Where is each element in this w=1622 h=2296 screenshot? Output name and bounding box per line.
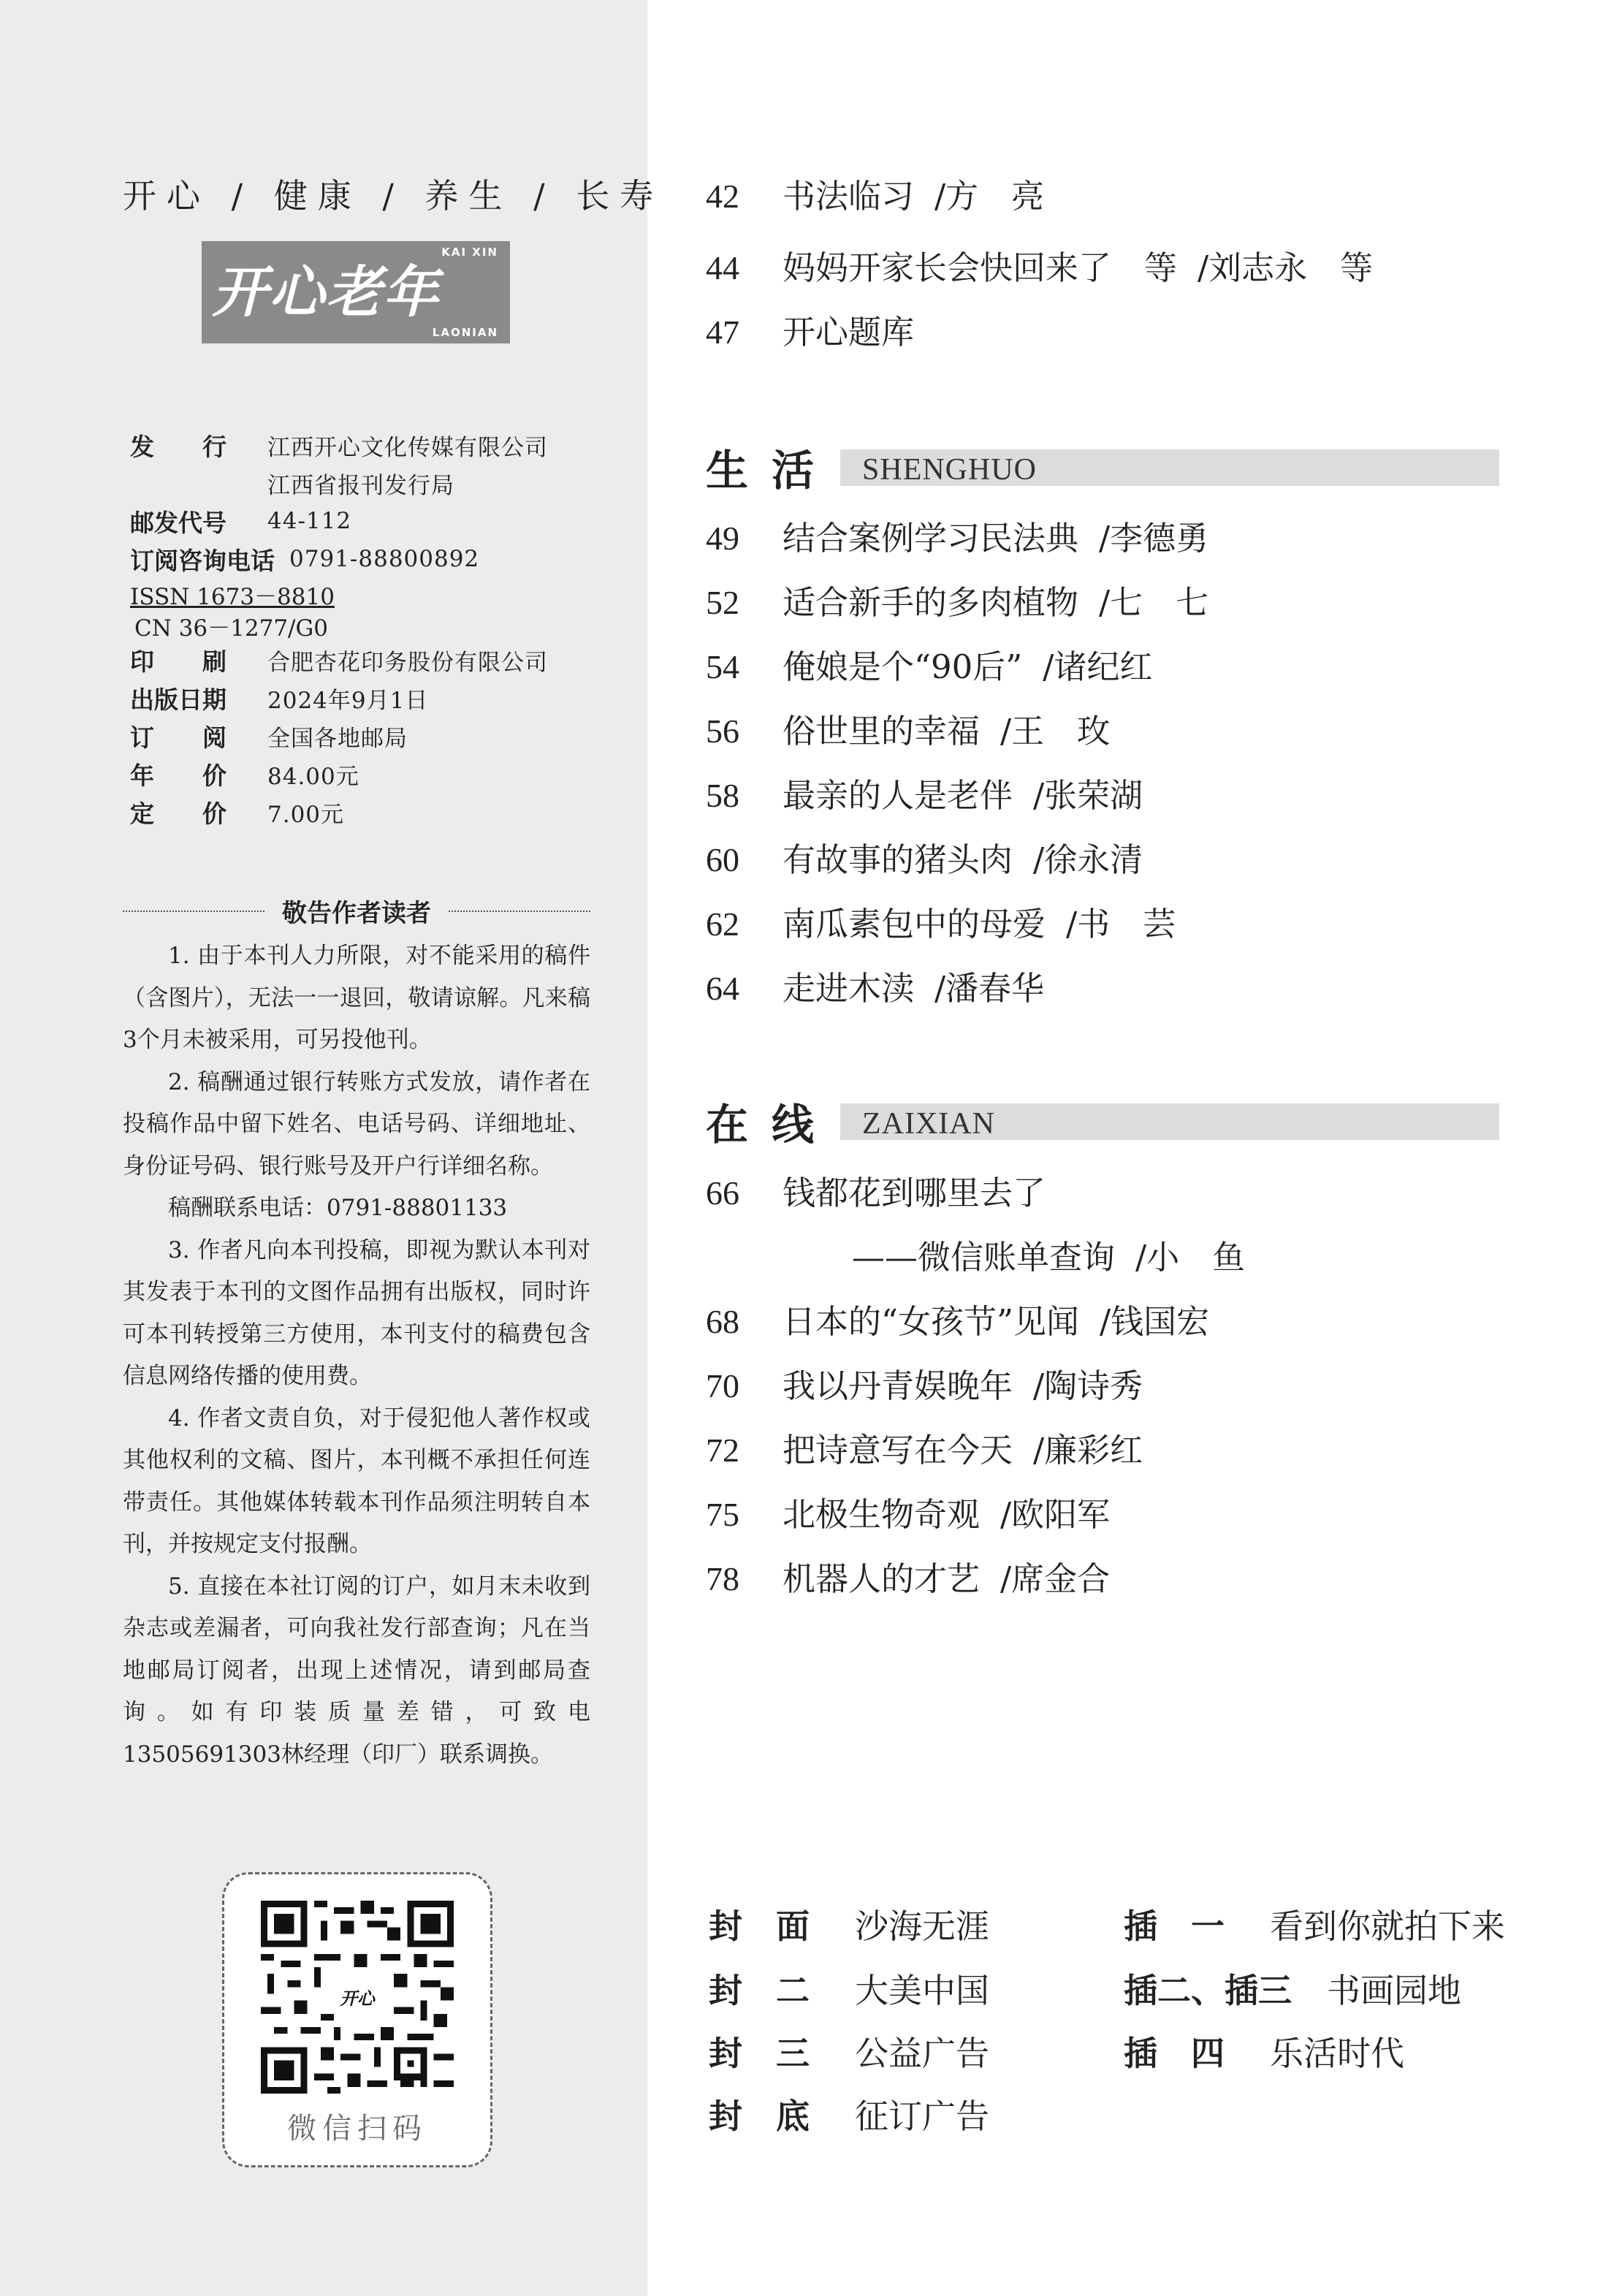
notice-heading bbox=[123, 893, 590, 929]
toc-title: 钱都花到哪里去了 bbox=[783, 1174, 1046, 1212]
toc-page-number: 75 bbox=[706, 1496, 739, 1533]
toc-title: 机器人的才艺 bbox=[783, 1559, 981, 1598]
toc-title: 适合新手的多肉植物 bbox=[783, 583, 1079, 622]
toc-title: 我以丹青娱晚年 bbox=[783, 1366, 1013, 1405]
toc-page-number: 58 bbox=[706, 777, 739, 814]
section-header-shenghuo bbox=[706, 446, 1524, 495]
left-sidebar bbox=[0, 0, 664, 2296]
notice-paragraph: 4. 作者文责自负，对于侵犯他人著作权或其他权利的文稿、图片，本刊概不承担任何连带责任。其他媒体转载本刊作品须注明转自本刊，并按规定支付报酬。 bbox=[123, 1404, 590, 1557]
toc-title: 走进木渎 bbox=[783, 969, 915, 1008]
toc-item[interactable] bbox=[706, 1423, 1143, 1471]
toc-author: /方 亮 bbox=[934, 177, 1045, 216]
info-value: 84.00元 bbox=[267, 763, 359, 790]
toc-page-number: 64 bbox=[706, 970, 739, 1007]
toc-title: 俗世里的幸福 bbox=[783, 712, 981, 750]
toc-item[interactable] bbox=[706, 833, 1143, 881]
toc-page-number: 60 bbox=[706, 841, 739, 878]
toc-item[interactable] bbox=[706, 241, 1373, 289]
toc-author: /欧阳军 bbox=[1000, 1495, 1111, 1534]
insert-label: 插 四 bbox=[1124, 2034, 1225, 2073]
cover-credit bbox=[709, 2090, 989, 2138]
toc-page-number: 54 bbox=[706, 648, 739, 685]
info-value: 2024年9月1日 bbox=[267, 687, 429, 714]
toc-item[interactable] bbox=[706, 1552, 1110, 1600]
notice-paragraph: 1. 由于本刊人力所限，对不能采用的稿件（含图片），无法一一退回，敬请谅解。凡来稿3个月未被采用，可另投他刊。 bbox=[123, 943, 590, 1053]
toc-page-number: 44 bbox=[706, 249, 739, 286]
toc-page-number: 78 bbox=[706, 1560, 739, 1597]
toc-title: 北极生物奇观 bbox=[783, 1495, 981, 1534]
info-dingyue bbox=[130, 717, 598, 755]
info-value: 合肥杏花印务股份有限公司 bbox=[267, 649, 548, 676]
toc-author: /书 芸 bbox=[1066, 905, 1176, 943]
info-value: 7.00元 bbox=[267, 801, 345, 828]
cover-credit bbox=[709, 1900, 989, 1948]
cover-value: 征订广告 bbox=[855, 2097, 989, 2136]
toc-item[interactable] bbox=[706, 1166, 1066, 1214]
cover-label: 封 底 bbox=[709, 2097, 810, 2136]
toc-item[interactable] bbox=[706, 1295, 1209, 1342]
toc-title: ——微信账单查询 bbox=[852, 1238, 1116, 1277]
cover-value: 公益广告 bbox=[855, 2034, 989, 2073]
toc-page-number: 52 bbox=[706, 584, 739, 621]
slogan: 开心 / 健康 / 养生 / 长寿 bbox=[123, 176, 664, 216]
notice-paragraph: 3. 作者凡向本刊投稿，即视为默认本刊对其发表于本刊的文图作品拥有出版权，同时许可本刊转授第三方使用，本刊支付的稿费包含信息网络传播的使用费。 bbox=[123, 1236, 590, 1389]
toc-author: /席金合 bbox=[1000, 1559, 1111, 1598]
toc-page-number: 62 bbox=[706, 905, 739, 943]
info-label: 出版日期 bbox=[130, 685, 226, 714]
toc-title: 书法临习 bbox=[783, 177, 915, 216]
toc-author: /钱国宏 bbox=[1100, 1302, 1210, 1341]
toc-author: /廉彩红 bbox=[1033, 1431, 1143, 1470]
info-faxing bbox=[130, 426, 598, 464]
toc-title: 妈妈开家长会快回来了 等 bbox=[783, 248, 1178, 287]
toc-title: 结合案例学习民法典 bbox=[783, 519, 1079, 558]
info-value: 全国各地邮局 bbox=[267, 725, 408, 752]
toc-item[interactable] bbox=[706, 704, 1110, 752]
info-yinshua bbox=[130, 641, 598, 679]
insert-credit bbox=[1124, 1900, 1505, 1948]
notice-paragraph: 2. 稿酬通过银行转账方式发放，请作者在投稿作品中留下姓名、电话号码、详细地址、身份证号码、银行账号及开户行详细名称。 bbox=[123, 1068, 590, 1179]
insert-credit bbox=[1124, 1964, 1461, 2012]
notice-paragraph: 稿酬联系电话：0791-88801133 bbox=[168, 1195, 508, 1221]
cover-value: 沙海无涯 bbox=[855, 1907, 989, 1946]
logo-bottom-text: LAONIAN bbox=[432, 326, 498, 339]
toc-page-number: 42 bbox=[706, 178, 739, 215]
toc-author: /王 玫 bbox=[1000, 712, 1111, 750]
insert-label: 插二、插三 bbox=[1124, 1971, 1292, 2010]
insert-value: 乐活时代 bbox=[1270, 2034, 1404, 2073]
cover-credit bbox=[709, 2027, 989, 2075]
info-dingyue-phone bbox=[130, 540, 598, 578]
cover-label: 封 二 bbox=[709, 1971, 810, 2010]
info-label: 年 价 bbox=[130, 761, 226, 790]
toc-item[interactable] bbox=[706, 170, 1044, 217]
insert-value: 看到你就拍下来 bbox=[1270, 1907, 1505, 1946]
info-label: 订阅咨询电话 bbox=[130, 546, 275, 575]
info-value: 江西省报刊发行局 bbox=[267, 472, 454, 499]
info-youfa bbox=[130, 502, 598, 540]
toc-item[interactable] bbox=[706, 769, 1143, 816]
toc-author: /徐永清 bbox=[1033, 840, 1143, 879]
notice-body bbox=[123, 935, 590, 1776]
toc-item[interactable] bbox=[706, 576, 1208, 623]
cover-label: 封 三 bbox=[709, 2034, 810, 2073]
magazine-logo bbox=[202, 241, 510, 343]
toc-page-number: 70 bbox=[706, 1367, 739, 1404]
toc-page-number: 49 bbox=[706, 520, 739, 557]
dotted-divider bbox=[449, 911, 590, 912]
info-label: 印 刷 bbox=[130, 647, 226, 676]
toc-item[interactable] bbox=[706, 1359, 1143, 1407]
toc-item[interactable] bbox=[706, 897, 1176, 945]
info-value: 44-112 bbox=[267, 508, 352, 534]
toc-subtitle[interactable] bbox=[852, 1231, 1245, 1278]
logo-top-text: KAI XIN bbox=[441, 246, 498, 259]
toc-item[interactable] bbox=[706, 962, 1044, 1009]
qr-center-text: 开心 bbox=[340, 1988, 375, 2010]
toc-item[interactable] bbox=[706, 1488, 1110, 1535]
cover-credit bbox=[709, 1964, 989, 2012]
qr-code-icon[interactable] bbox=[261, 1901, 454, 2094]
info-value: 0791-88800892 bbox=[289, 546, 480, 572]
info-value: 江西开心文化传媒有限公司 bbox=[267, 434, 548, 461]
cn-number: CN 36－1277/G0 bbox=[134, 615, 328, 642]
notice-paragraph: 5. 直接在本社订阅的订户，如月末未收到杂志或差漏者，可向我社发行部查询；凡在当地邮局订阅者，出现上述情况，请到邮局查询。如有印装质量差错，可致电13505691303林经理（印厂）联系调换。 bbox=[123, 1573, 590, 1768]
toc-page-number: 68 bbox=[706, 1303, 739, 1340]
toc-title: 把诗意写在今天 bbox=[783, 1431, 1013, 1470]
notice-title: 敬告作者读者 bbox=[282, 899, 431, 928]
info-label: 发 行 bbox=[130, 432, 226, 461]
insert-credit bbox=[1124, 2027, 1404, 2075]
toc-author: /张荣湖 bbox=[1033, 776, 1143, 815]
section-title-cn: 生活 bbox=[706, 446, 838, 495]
toc-title: 日本的“女孩节”见闻 bbox=[783, 1302, 1080, 1341]
toc-title: 有故事的猪头肉 bbox=[783, 840, 1013, 879]
info-faxing-2 bbox=[130, 464, 598, 502]
toc-item[interactable] bbox=[706, 640, 1152, 688]
logo-main-text: 开心老年 bbox=[212, 259, 440, 324]
wechat-qr-box bbox=[222, 1872, 492, 2167]
toc-item[interactable] bbox=[706, 512, 1208, 559]
info-label: 订 阅 bbox=[130, 723, 226, 752]
toc-title: 俺娘是个“90后” bbox=[783, 647, 1023, 686]
toc-author: /诸纪红 bbox=[1043, 647, 1153, 686]
toc-title: 南瓜素包中的母爱 bbox=[783, 905, 1046, 943]
toc-page-number: 72 bbox=[706, 1432, 739, 1469]
dotted-divider bbox=[123, 911, 264, 912]
info-dingjia bbox=[130, 793, 598, 831]
toc-author: /李德勇 bbox=[1099, 519, 1209, 558]
info-label: 邮发代号 bbox=[130, 508, 226, 537]
toc-page-number: 66 bbox=[706, 1174, 739, 1212]
section-title-en: ZAIXIAN bbox=[862, 1107, 995, 1141]
info-chuban bbox=[130, 679, 598, 717]
insert-value: 书画园地 bbox=[1327, 1971, 1461, 2010]
info-nianjia bbox=[130, 755, 598, 793]
section-header-zaixian bbox=[706, 1100, 1524, 1149]
toc-page-number: 56 bbox=[706, 712, 739, 750]
toc-page-number: 47 bbox=[706, 313, 739, 351]
toc-author: /刘志永 等 bbox=[1198, 248, 1374, 287]
section-title-en: SHENGHUO bbox=[862, 453, 1037, 487]
toc-title: 开心题库 bbox=[783, 313, 915, 351]
toc-author: /小 鱼 bbox=[1135, 1238, 1246, 1277]
toc-author: /潘春华 bbox=[934, 969, 1045, 1008]
issn: ISSN 1673－8810 bbox=[130, 583, 335, 610]
toc-author: /陶诗秀 bbox=[1033, 1366, 1143, 1405]
cover-label: 封 面 bbox=[709, 1907, 810, 1946]
insert-label: 插 一 bbox=[1124, 1907, 1225, 1946]
section-title-cn: 在线 bbox=[706, 1100, 838, 1149]
cover-value: 大美中国 bbox=[855, 1971, 989, 2010]
toc-item[interactable] bbox=[706, 305, 934, 353]
qr-label: 微信扫码 bbox=[287, 2112, 427, 2145]
publication-info bbox=[130, 426, 598, 831]
info-label: 定 价 bbox=[130, 799, 226, 828]
toc-author: /七 七 bbox=[1099, 583, 1209, 622]
toc-title: 最亲的人是老伴 bbox=[783, 776, 1013, 815]
